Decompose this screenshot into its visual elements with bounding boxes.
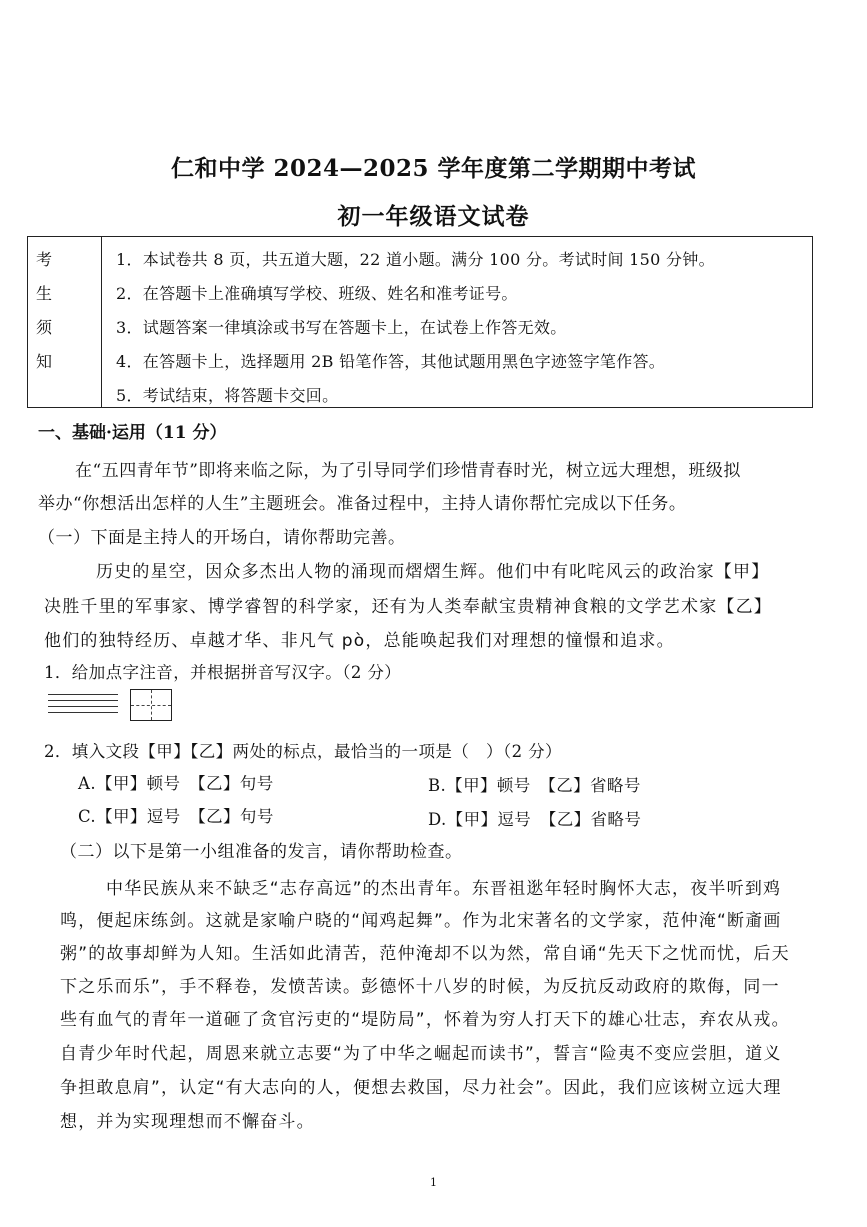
part-heading: （二）以下是第一小组准备的发言，请你帮助检查。 <box>60 842 463 862</box>
character-grid-box <box>130 689 172 721</box>
question-2: 2．填入文段【甲】【乙】两处的标点，最恰当的一项是（ ）（2 分） <box>44 742 562 761</box>
notice-label-char: 知 <box>36 352 53 371</box>
notice-item: 4．在答题卡上，选择题用 2B 铅笔作答，其他试题用黑色字迹签字笔作答。 <box>116 352 666 371</box>
passage-line: 他们的独特经历、卓越才华、非凡气 pò，总能唤起我们对理想的憧憬和追求。 <box>44 631 675 651</box>
exam-notice-box <box>27 236 813 408</box>
passage-line: 决胜千里的军事家、博学睿智的科学家，还有为人类奉献宝贵精神食粮的文学艺术家【乙】 <box>44 597 772 617</box>
passage-line: 粥”的故事却鲜为人知。生活如此清苦，范仲淹却不以为然，常自诵“先天下之忧而忧，后天 <box>60 944 790 964</box>
notice-label-char: 考 <box>36 250 53 269</box>
exam-title: 仁和中学 2024—2025 学年度第二学期期中考试 <box>170 155 697 182</box>
passage-line: 下之乐而乐”，手不释卷，发愤苦读。彭德怀十八岁的时候，为反抗反动政府的欺侮，同一 <box>60 977 780 997</box>
notice-label-char: 须 <box>36 318 53 337</box>
section-heading: 一、基础·运用（11 分） <box>38 423 227 443</box>
notice-item: 2．在答题卡上准确填写学校、班级、姓名和准考证号。 <box>116 284 518 303</box>
passage-line: 自青少年时代起，周恩来就立志要“为了中华之崛起而读书”，誓言“险夷不变应尝胆，道义 <box>60 1044 782 1064</box>
question-1: 1．给加点字注音，并根据拼音写汉字。（2 分） <box>44 663 402 682</box>
notice-item: 1．本试卷共 8 页，共五道大题，22 道小题。满分 100 分。考试时间 150 分钟。 <box>116 250 715 269</box>
passage-line: 历史的星空，因众多杰出人物的涌现而熠熠生辉。他们中有叱咤风云的政治家【甲】 <box>96 562 770 582</box>
notice-divider <box>101 237 102 407</box>
part-heading: （一）下面是主持人的开场白，请你帮助完善。 <box>38 528 406 548</box>
passage-line: 想，并为实现理想而不懈奋斗。 <box>60 1112 315 1132</box>
passage-line: 中华民族从来不缺乏“志存高远”的杰出青年。东晋祖逖年轻时胸怀大志，夜半听到鸡 <box>106 879 782 899</box>
option-d: D.【甲】逗号 【乙】省略号 <box>428 810 642 829</box>
notice-label-char: 生 <box>36 284 53 303</box>
intro-line: 举办“你想活出怎样的人生”主题班会。准备过程中，主持人请你帮忙完成以下任务。 <box>38 494 687 514</box>
option-b: B.【甲】顿号 【乙】省略号 <box>428 776 641 795</box>
notice-item: 3．试题答案一律填涂或书写在答题卡上，在试卷上作答无效。 <box>116 318 567 337</box>
option-c: C.【甲】逗号 【乙】句号 <box>78 807 274 826</box>
intro-line: 在“五四青年节”即将来临之际，为了引导同学们珍惜青春时光，树立远大理想，班级拟 <box>75 461 741 481</box>
notice-item: 5．考试结束，将答题卡交回。 <box>116 386 339 405</box>
page-number: 1 <box>430 1176 437 1189</box>
passage-line: 争担敢息肩”，认定“有大志向的人，便想去救国，尽力社会”。因此，我们应该树立远大理 <box>60 1078 782 1098</box>
option-a: A.【甲】顿号 【乙】句号 <box>78 774 274 793</box>
passage-line: 鸣，便起床练剑。这就是家喻户晓的“闻鸡起舞”。作为北宋著名的文学家，范仲淹“断齑画 <box>60 911 782 931</box>
exam-subtitle: 初一年级语文试卷 <box>337 203 530 230</box>
answer-blank-lines <box>48 692 118 716</box>
passage-line: 些有血气的青年一道砸了贪官污吏的“堤防局”，怀着为穷人打天下的雄心壮志，弃农从戎。 <box>60 1010 790 1030</box>
